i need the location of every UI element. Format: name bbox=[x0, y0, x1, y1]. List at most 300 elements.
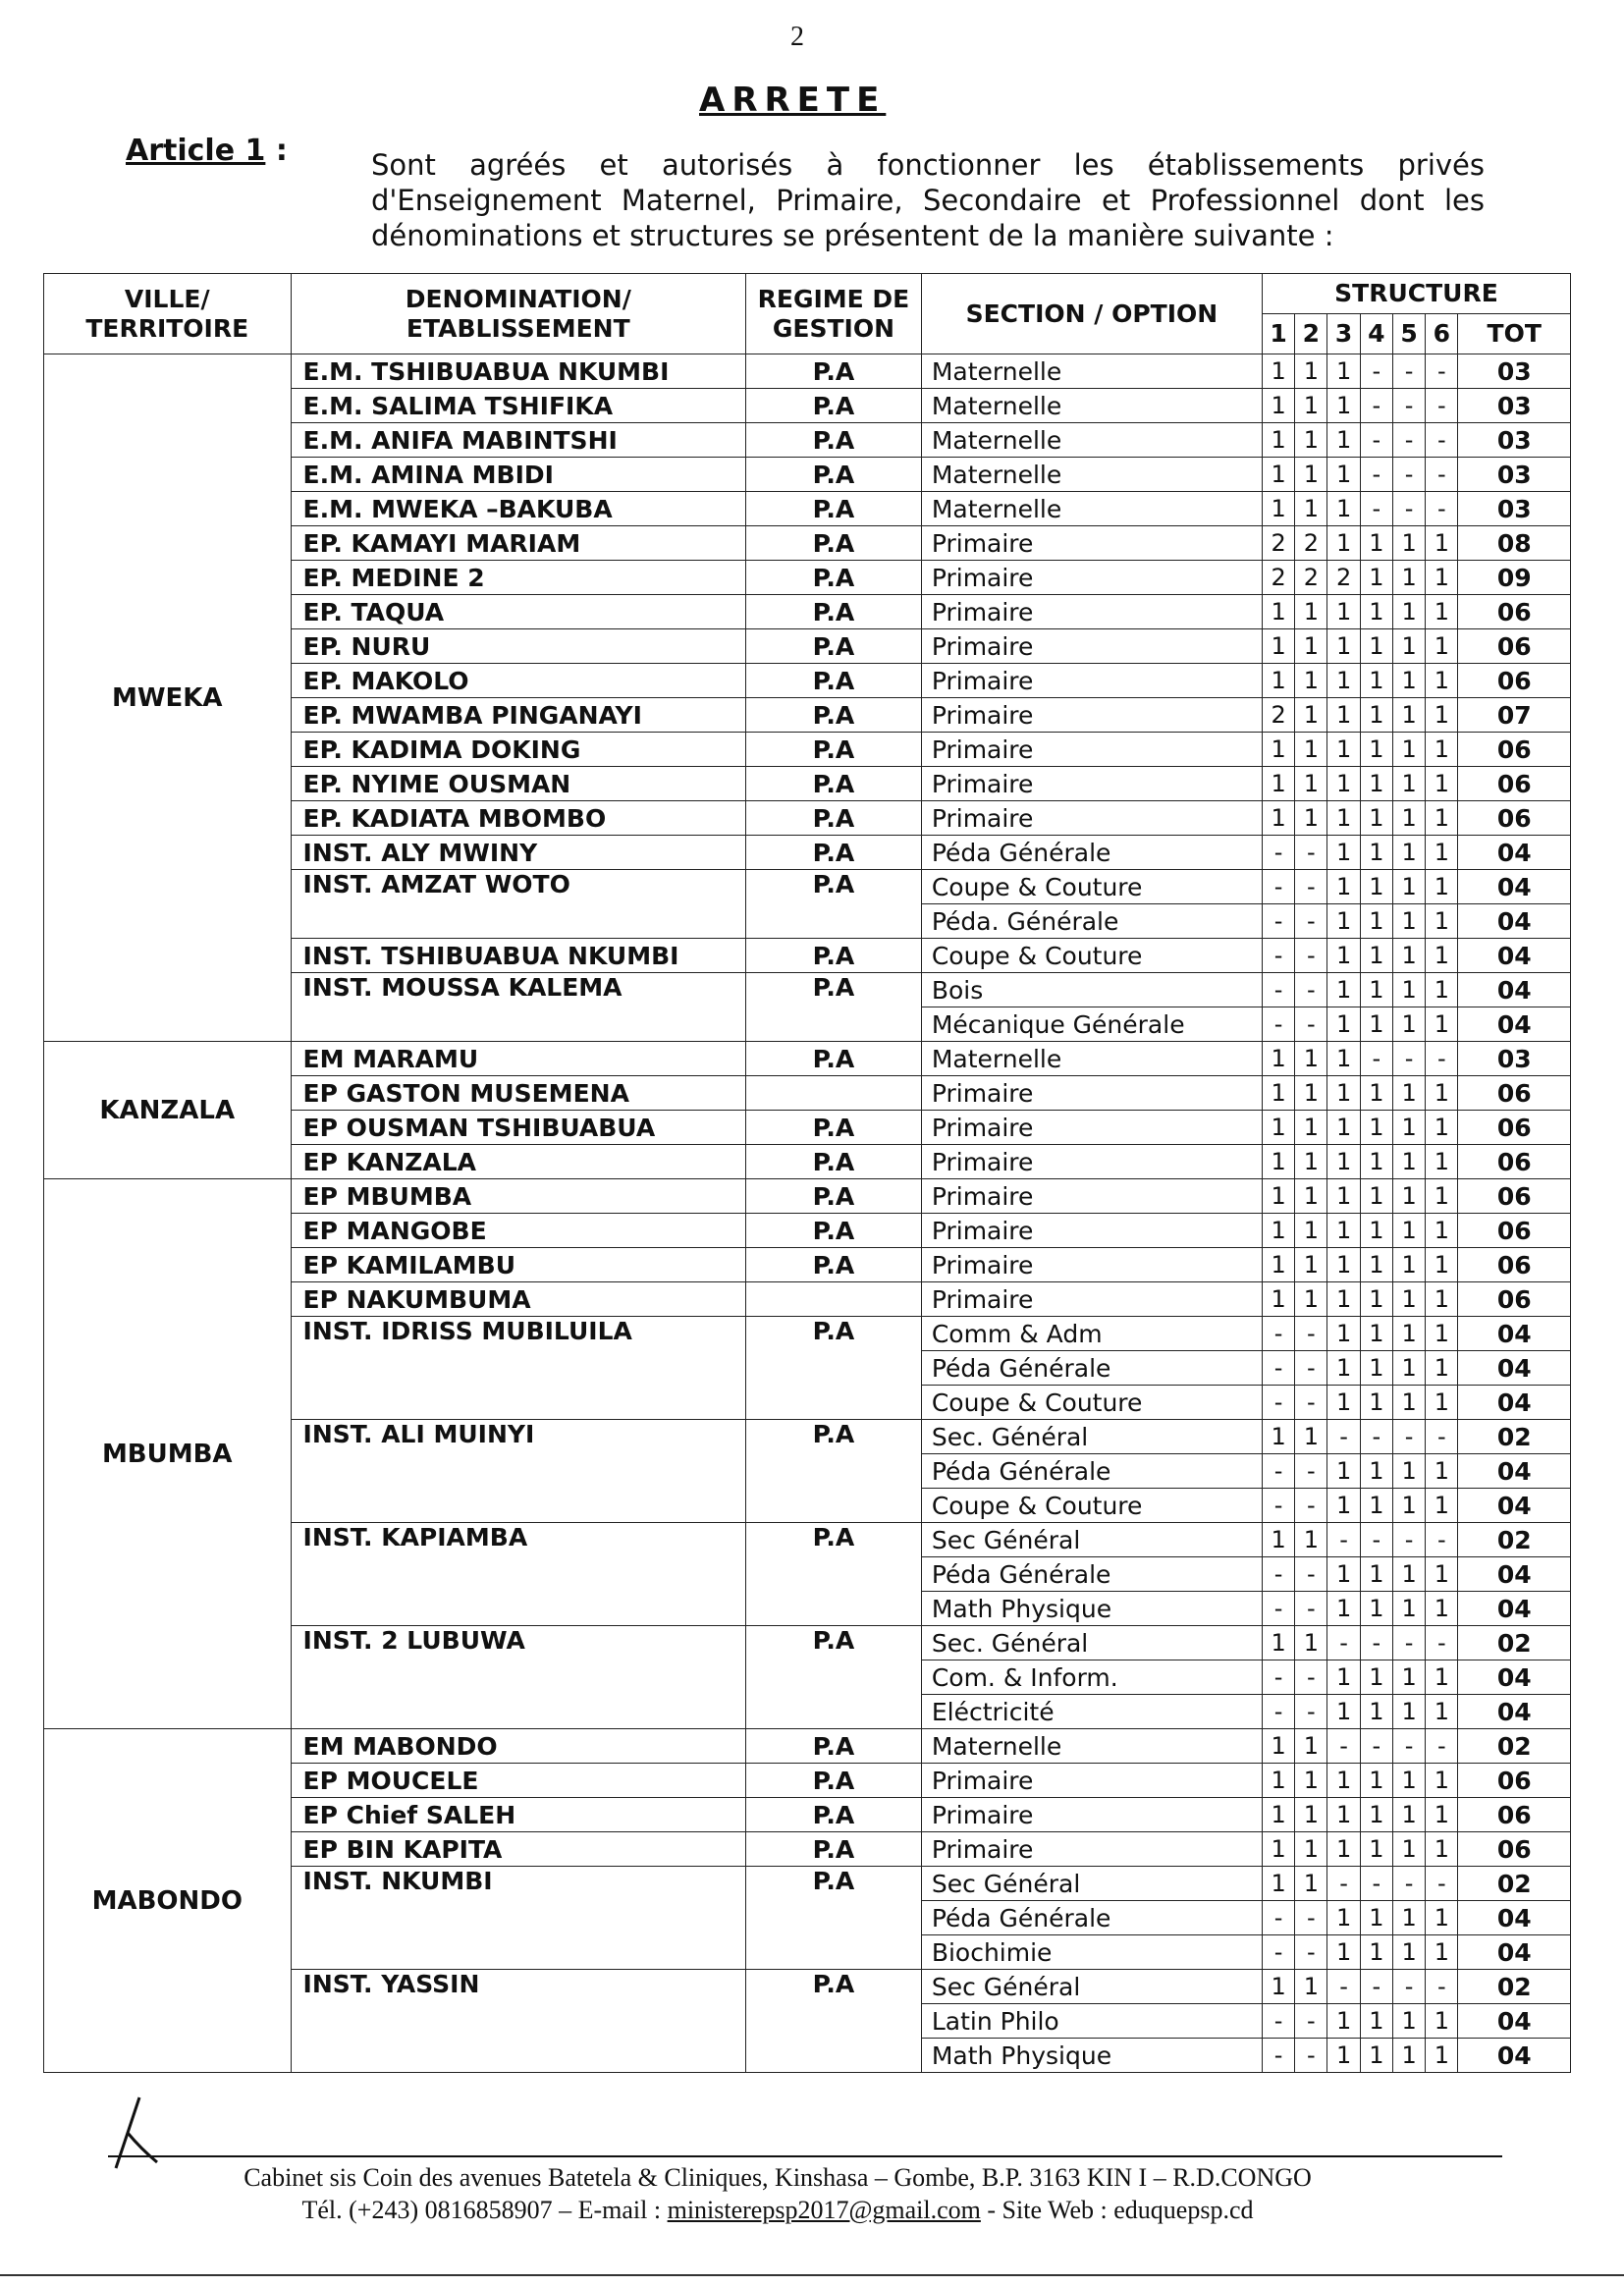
article-label-text: Article 1 bbox=[126, 134, 266, 168]
regime-cell: P.A bbox=[746, 1626, 922, 1729]
structure-cell-6: - bbox=[1426, 492, 1458, 526]
regime-cell: P.A bbox=[746, 733, 922, 767]
structure-cell-4: - bbox=[1360, 492, 1392, 526]
total-cell: 04 bbox=[1458, 1557, 1571, 1592]
structure-cell-2: - bbox=[1295, 870, 1327, 904]
section-cell: Péda Générale bbox=[921, 1901, 1262, 1935]
structure-cell-5: - bbox=[1392, 492, 1425, 526]
structure-cell-1: 1 bbox=[1262, 1798, 1294, 1832]
structure-cell-4: 1 bbox=[1360, 1798, 1392, 1832]
footer-contact bbox=[0, 2196, 1590, 2225]
structure-cell-5: 1 bbox=[1392, 1695, 1425, 1729]
total-cell: 04 bbox=[1458, 1351, 1571, 1386]
structure-cell-5: 1 bbox=[1392, 939, 1425, 973]
structure-cell-1: 1 bbox=[1262, 1076, 1294, 1111]
section-cell: Primaire bbox=[921, 526, 1262, 561]
structure-cell-4: - bbox=[1360, 1523, 1392, 1557]
structure-cell-3: 1 bbox=[1327, 458, 1360, 492]
structure-cell-1: - bbox=[1262, 1317, 1294, 1351]
total-cell: 06 bbox=[1458, 1076, 1571, 1111]
structure-cell-3: 1 bbox=[1327, 1042, 1360, 1076]
structure-cell-6: 1 bbox=[1426, 1592, 1458, 1626]
total-cell: 06 bbox=[1458, 1145, 1571, 1179]
structure-cell-4: 1 bbox=[1360, 1901, 1392, 1935]
structure-cell-4: 1 bbox=[1360, 1489, 1392, 1523]
structure-cell-5: 1 bbox=[1392, 1248, 1425, 1282]
structure-cell-2: - bbox=[1295, 1386, 1327, 1420]
structure-cell-2: 1 bbox=[1295, 1076, 1327, 1111]
total-cell: 04 bbox=[1458, 904, 1571, 939]
establishment-name: E.M. AMINA MBIDI bbox=[291, 458, 746, 492]
structure-cell-3: 1 bbox=[1327, 801, 1360, 836]
structure-cell-4: 1 bbox=[1360, 1592, 1392, 1626]
structure-cell-1: 1 bbox=[1262, 423, 1294, 458]
structure-cell-5: 1 bbox=[1392, 1282, 1425, 1317]
structure-cell-1: - bbox=[1262, 1935, 1294, 1970]
structure-cell-6: 1 bbox=[1426, 595, 1458, 629]
total-cell: 04 bbox=[1458, 1386, 1571, 1420]
structure-cell-5: 1 bbox=[1392, 1489, 1425, 1523]
structure-cell-4: 1 bbox=[1360, 1454, 1392, 1489]
section-cell: Maternelle bbox=[921, 354, 1262, 389]
structure-cell-1: 1 bbox=[1262, 664, 1294, 698]
section-cell: Maternelle bbox=[921, 1042, 1262, 1076]
structure-cell-5: 1 bbox=[1392, 904, 1425, 939]
structure-cell-3: 1 bbox=[1327, 1454, 1360, 1489]
structure-cell-6: - bbox=[1426, 458, 1458, 492]
regime-cell: P.A bbox=[746, 1798, 922, 1832]
structure-cell-4: 1 bbox=[1360, 1076, 1392, 1111]
structure-cell-3: 1 bbox=[1327, 526, 1360, 561]
structure-cell-3: 1 bbox=[1327, 595, 1360, 629]
ville-cell: MWEKA bbox=[44, 354, 292, 1042]
structure-cell-2: 1 bbox=[1295, 1420, 1327, 1454]
structure-cell-2: - bbox=[1295, 1901, 1327, 1935]
total-cell: 06 bbox=[1458, 801, 1571, 836]
regime-cell: P.A bbox=[746, 973, 922, 1042]
structure-cell-5: 1 bbox=[1392, 561, 1425, 595]
section-cell: Com. & Inform. bbox=[921, 1660, 1262, 1695]
structure-cell-6: 1 bbox=[1426, 1179, 1458, 1214]
establishment-name: INST. TSHIBUABUA NKUMBI bbox=[291, 939, 746, 973]
structure-cell-6: 1 bbox=[1426, 1798, 1458, 1832]
structure-cell-3: 1 bbox=[1327, 1282, 1360, 1317]
structure-cell-4: - bbox=[1360, 1626, 1392, 1660]
structure-cell-3: 1 bbox=[1327, 1145, 1360, 1179]
structure-cell-5: 1 bbox=[1392, 733, 1425, 767]
structure-cell-4: 1 bbox=[1360, 973, 1392, 1007]
structure-cell-6: - bbox=[1426, 1420, 1458, 1454]
section-cell: Primaire bbox=[921, 595, 1262, 629]
structure-cell-5: 1 bbox=[1392, 2004, 1425, 2039]
section-cell: Sec Général bbox=[921, 1867, 1262, 1901]
structure-cell-1: 1 bbox=[1262, 1764, 1294, 1798]
structure-cell-1: 1 bbox=[1262, 389, 1294, 423]
section-cell: Primaire bbox=[921, 1832, 1262, 1867]
structure-cell-2: - bbox=[1295, 2004, 1327, 2039]
structure-cell-6: - bbox=[1426, 1729, 1458, 1764]
structure-cell-4: 1 bbox=[1360, 1317, 1392, 1351]
establishment-name: E.M. TSHIBUABUA NKUMBI bbox=[291, 354, 746, 389]
structure-cell-1: 1 bbox=[1262, 1970, 1294, 2004]
structure-cell-3: 1 bbox=[1327, 1935, 1360, 1970]
total-cell: 06 bbox=[1458, 1214, 1571, 1248]
structure-cell-6: 1 bbox=[1426, 1282, 1458, 1317]
structure-cell-6: 1 bbox=[1426, 1489, 1458, 1523]
structure-cell-3: - bbox=[1327, 1523, 1360, 1557]
total-cell: 06 bbox=[1458, 629, 1571, 664]
structure-cell-3: - bbox=[1327, 1420, 1360, 1454]
total-cell: 03 bbox=[1458, 492, 1571, 526]
section-cell: Sec. Général bbox=[921, 1420, 1262, 1454]
regime-cell: P.A bbox=[746, 1111, 922, 1145]
establishments-table bbox=[43, 273, 1571, 2073]
structure-cell-1: - bbox=[1262, 1901, 1294, 1935]
establishment-name: EP BIN KAPITA bbox=[291, 1832, 746, 1867]
regime-cell: P.A bbox=[746, 1832, 922, 1867]
header-denomination: DENOMINATION/ ETABLISSEMENT bbox=[291, 274, 746, 354]
establishment-name: INST. IDRISS MUBILUILA bbox=[291, 1317, 746, 1420]
structure-cell-2: 1 bbox=[1295, 458, 1327, 492]
structure-cell-4: 1 bbox=[1360, 767, 1392, 801]
structure-cell-5: 1 bbox=[1392, 836, 1425, 870]
total-cell: 02 bbox=[1458, 1729, 1571, 1764]
total-cell: 04 bbox=[1458, 870, 1571, 904]
regime-cell: P.A bbox=[746, 698, 922, 733]
header-col-4: 4 bbox=[1360, 314, 1392, 354]
header-ville: VILLE/ TERRITOIRE bbox=[44, 274, 292, 354]
structure-cell-6: 1 bbox=[1426, 698, 1458, 733]
structure-cell-1: - bbox=[1262, 1386, 1294, 1420]
structure-cell-2: - bbox=[1295, 1007, 1327, 1042]
structure-cell-4: 1 bbox=[1360, 1179, 1392, 1214]
structure-cell-2: - bbox=[1295, 904, 1327, 939]
structure-cell-5: 1 bbox=[1392, 595, 1425, 629]
structure-cell-4: 1 bbox=[1360, 904, 1392, 939]
structure-cell-6: - bbox=[1426, 1867, 1458, 1901]
structure-cell-6: - bbox=[1426, 1626, 1458, 1660]
total-cell: 02 bbox=[1458, 1867, 1571, 1901]
structure-cell-2: 1 bbox=[1295, 767, 1327, 801]
total-cell: 06 bbox=[1458, 733, 1571, 767]
regime-cell: P.A bbox=[746, 939, 922, 973]
structure-cell-4: 1 bbox=[1360, 698, 1392, 733]
structure-cell-1: - bbox=[1262, 904, 1294, 939]
establishment-name: EP. MWAMBA PINGANAYI bbox=[291, 698, 746, 733]
section-cell: Primaire bbox=[921, 629, 1262, 664]
structure-cell-5: - bbox=[1392, 1042, 1425, 1076]
structure-cell-3: 1 bbox=[1327, 1007, 1360, 1042]
establishment-name: E.M. ANIFA MABINTSHI bbox=[291, 423, 746, 458]
regime-cell: P.A bbox=[746, 870, 922, 939]
regime-cell: P.A bbox=[746, 629, 922, 664]
establishment-name: EP MBUMBA bbox=[291, 1179, 746, 1214]
structure-cell-4: 1 bbox=[1360, 1557, 1392, 1592]
structure-cell-3: 1 bbox=[1327, 492, 1360, 526]
regime-cell: P.A bbox=[746, 1317, 922, 1420]
regime-cell bbox=[746, 1076, 922, 1111]
total-cell: 09 bbox=[1458, 561, 1571, 595]
structure-cell-5: 1 bbox=[1392, 1111, 1425, 1145]
structure-cell-4: 1 bbox=[1360, 595, 1392, 629]
structure-cell-1: 2 bbox=[1262, 561, 1294, 595]
structure-cell-2: - bbox=[1295, 836, 1327, 870]
footer-phone: Tél. (+243) 0816858907 – E-mail : bbox=[301, 2196, 668, 2224]
structure-cell-6: 1 bbox=[1426, 1214, 1458, 1248]
structure-cell-5: - bbox=[1392, 1729, 1425, 1764]
structure-cell-3: 1 bbox=[1327, 1764, 1360, 1798]
section-cell: Primaire bbox=[921, 767, 1262, 801]
section-cell: Primaire bbox=[921, 1179, 1262, 1214]
regime-cell: P.A bbox=[746, 1214, 922, 1248]
establishment-name: E.M. SALIMA TSHIFIKA bbox=[291, 389, 746, 423]
section-cell: Primaire bbox=[921, 1764, 1262, 1798]
regime-cell: P.A bbox=[746, 354, 922, 389]
structure-cell-5: - bbox=[1392, 423, 1425, 458]
structure-cell-3: 1 bbox=[1327, 1179, 1360, 1214]
structure-cell-6: 1 bbox=[1426, 1076, 1458, 1111]
structure-cell-2: - bbox=[1295, 1660, 1327, 1695]
structure-cell-2: 1 bbox=[1295, 423, 1327, 458]
structure-cell-5: 1 bbox=[1392, 1901, 1425, 1935]
structure-cell-2: - bbox=[1295, 2039, 1327, 2073]
structure-cell-3: 2 bbox=[1327, 561, 1360, 595]
section-cell: Maternelle bbox=[921, 1729, 1262, 1764]
structure-cell-4: 1 bbox=[1360, 836, 1392, 870]
section-cell: Primaire bbox=[921, 1282, 1262, 1317]
structure-cell-5: - bbox=[1392, 389, 1425, 423]
structure-cell-3: 1 bbox=[1327, 1695, 1360, 1729]
structure-cell-5: 1 bbox=[1392, 698, 1425, 733]
total-cell: 02 bbox=[1458, 1626, 1571, 1660]
section-cell: Bois bbox=[921, 973, 1262, 1007]
establishment-name: EP KANZALA bbox=[291, 1145, 746, 1179]
establishment-name: INST. ALI MUINYI bbox=[291, 1420, 746, 1523]
structure-cell-1: - bbox=[1262, 973, 1294, 1007]
structure-cell-1: 1 bbox=[1262, 354, 1294, 389]
regime-cell: P.A bbox=[746, 767, 922, 801]
structure-cell-2: - bbox=[1295, 1592, 1327, 1626]
structure-cell-3: 1 bbox=[1327, 1386, 1360, 1420]
structure-cell-4: 1 bbox=[1360, 1282, 1392, 1317]
structure-cell-5: 1 bbox=[1392, 1454, 1425, 1489]
establishment-name: EP. TAQUA bbox=[291, 595, 746, 629]
regime-cell: P.A bbox=[746, 664, 922, 698]
regime-cell: P.A bbox=[746, 423, 922, 458]
establishment-name: EP. KADIATA MBOMBO bbox=[291, 801, 746, 836]
structure-cell-2: 2 bbox=[1295, 526, 1327, 561]
total-cell: 06 bbox=[1458, 664, 1571, 698]
structure-cell-4: 1 bbox=[1360, 939, 1392, 973]
structure-cell-4: - bbox=[1360, 1729, 1392, 1764]
structure-cell-6: 1 bbox=[1426, 1145, 1458, 1179]
structure-cell-5: - bbox=[1392, 458, 1425, 492]
structure-cell-6: 1 bbox=[1426, 1248, 1458, 1282]
structure-cell-6: 1 bbox=[1426, 2039, 1458, 2073]
regime-cell bbox=[746, 1282, 922, 1317]
structure-cell-6: 1 bbox=[1426, 1317, 1458, 1351]
establishment-name: EP. KAMAYI MARIAM bbox=[291, 526, 746, 561]
section-cell: Péda Générale bbox=[921, 1351, 1262, 1386]
ville-cell: MBUMBA bbox=[44, 1179, 292, 1729]
regime-cell: P.A bbox=[746, 836, 922, 870]
structure-cell-2: - bbox=[1295, 1695, 1327, 1729]
footer-website: - Site Web : eduquepsp.cd bbox=[980, 2196, 1254, 2224]
structure-cell-4: - bbox=[1360, 354, 1392, 389]
structure-cell-2: 1 bbox=[1295, 1214, 1327, 1248]
structure-cell-6: 1 bbox=[1426, 801, 1458, 836]
structure-cell-1: - bbox=[1262, 939, 1294, 973]
structure-cell-2: 1 bbox=[1295, 354, 1327, 389]
structure-cell-6: 1 bbox=[1426, 733, 1458, 767]
total-cell: 06 bbox=[1458, 1282, 1571, 1317]
section-cell: Primaire bbox=[921, 1111, 1262, 1145]
article-label-colon: : bbox=[265, 134, 288, 168]
table-row bbox=[44, 1179, 1571, 1214]
structure-cell-2: 1 bbox=[1295, 1867, 1327, 1901]
section-cell: Péda Générale bbox=[921, 1557, 1262, 1592]
structure-cell-1: 1 bbox=[1262, 1042, 1294, 1076]
structure-cell-4: 1 bbox=[1360, 1145, 1392, 1179]
table-row bbox=[44, 354, 1571, 389]
structure-cell-6: 1 bbox=[1426, 561, 1458, 595]
section-cell: Primaire bbox=[921, 733, 1262, 767]
total-cell: 06 bbox=[1458, 595, 1571, 629]
structure-cell-2: 1 bbox=[1295, 1111, 1327, 1145]
header-section: SECTION / OPTION bbox=[921, 274, 1262, 354]
structure-cell-2: - bbox=[1295, 973, 1327, 1007]
table-row bbox=[44, 1729, 1571, 1764]
regime-cell: P.A bbox=[746, 492, 922, 526]
structure-cell-4: 1 bbox=[1360, 2004, 1392, 2039]
structure-cell-1: - bbox=[1262, 870, 1294, 904]
structure-cell-1: - bbox=[1262, 1592, 1294, 1626]
establishment-name: EM MABONDO bbox=[291, 1729, 746, 1764]
structure-cell-3: - bbox=[1327, 1729, 1360, 1764]
structure-cell-3: 1 bbox=[1327, 1832, 1360, 1867]
structure-cell-5: 1 bbox=[1392, 1557, 1425, 1592]
structure-cell-5: 1 bbox=[1392, 1764, 1425, 1798]
total-cell: 04 bbox=[1458, 939, 1571, 973]
structure-cell-2: - bbox=[1295, 1489, 1327, 1523]
establishment-name: E.M. MWEKA –BAKUBA bbox=[291, 492, 746, 526]
structure-cell-5: 1 bbox=[1392, 1386, 1425, 1420]
header-col-6: 6 bbox=[1426, 314, 1458, 354]
structure-cell-4: 1 bbox=[1360, 1248, 1392, 1282]
structure-cell-5: 1 bbox=[1392, 1214, 1425, 1248]
header-col-tot: TOT bbox=[1458, 314, 1571, 354]
regime-cell: P.A bbox=[746, 458, 922, 492]
establishment-name: INST. NKUMBI bbox=[291, 1867, 746, 1970]
establishment-name: EM MARAMU bbox=[291, 1042, 746, 1076]
structure-cell-3: 1 bbox=[1327, 2039, 1360, 2073]
regime-cell: P.A bbox=[746, 1145, 922, 1179]
structure-cell-1: 1 bbox=[1262, 492, 1294, 526]
structure-cell-5: 1 bbox=[1392, 629, 1425, 664]
regime-cell: P.A bbox=[746, 1523, 922, 1626]
structure-cell-6: 1 bbox=[1426, 870, 1458, 904]
page-number: 2 bbox=[790, 22, 804, 52]
structure-cell-1: 1 bbox=[1262, 1626, 1294, 1660]
structure-cell-2: - bbox=[1295, 939, 1327, 973]
section-cell: Péda Générale bbox=[921, 836, 1262, 870]
structure-cell-2: - bbox=[1295, 1935, 1327, 1970]
structure-cell-4: - bbox=[1360, 1042, 1392, 1076]
structure-cell-4: 1 bbox=[1360, 1007, 1392, 1042]
total-cell: 04 bbox=[1458, 973, 1571, 1007]
structure-cell-1: - bbox=[1262, 836, 1294, 870]
structure-cell-2: 1 bbox=[1295, 389, 1327, 423]
structure-cell-5: - bbox=[1392, 1523, 1425, 1557]
structure-cell-1: - bbox=[1262, 1660, 1294, 1695]
structure-cell-2: 1 bbox=[1295, 1145, 1327, 1179]
structure-cell-1: 1 bbox=[1262, 1729, 1294, 1764]
structure-cell-3: - bbox=[1327, 1626, 1360, 1660]
structure-cell-2: 1 bbox=[1295, 698, 1327, 733]
structure-cell-3: 1 bbox=[1327, 1351, 1360, 1386]
structure-cell-4: 1 bbox=[1360, 1351, 1392, 1386]
establishment-name: EP. KADIMA DOKING bbox=[291, 733, 746, 767]
structure-cell-2: 1 bbox=[1295, 629, 1327, 664]
section-cell: Primaire bbox=[921, 698, 1262, 733]
total-cell: 04 bbox=[1458, 1935, 1571, 1970]
structure-cell-4: 1 bbox=[1360, 870, 1392, 904]
structure-cell-6: 1 bbox=[1426, 836, 1458, 870]
structure-cell-1: 1 bbox=[1262, 1832, 1294, 1867]
total-cell: 04 bbox=[1458, 1317, 1571, 1351]
section-cell: Coupe & Couture bbox=[921, 1489, 1262, 1523]
structure-cell-4: 1 bbox=[1360, 629, 1392, 664]
structure-cell-1: 1 bbox=[1262, 801, 1294, 836]
total-cell: 04 bbox=[1458, 1489, 1571, 1523]
structure-cell-1: 1 bbox=[1262, 1214, 1294, 1248]
footer-email[interactable]: ministerepsp2017@gmail.com bbox=[667, 2196, 981, 2224]
structure-cell-6: 1 bbox=[1426, 526, 1458, 561]
establishment-name: EP GASTON MUSEMENA bbox=[291, 1076, 746, 1111]
structure-cell-4: 1 bbox=[1360, 801, 1392, 836]
structure-cell-5: - bbox=[1392, 1970, 1425, 2004]
structure-cell-5: 1 bbox=[1392, 767, 1425, 801]
article-text: Sont agréés et autorisés à fonctionner les établissements privés d'Enseignement Maternel, Primaire, Secondaire et Professionnel dont les dénominations et structures se présentent de la manière suivante : bbox=[371, 148, 1485, 252]
structure-cell-4: - bbox=[1360, 1867, 1392, 1901]
structure-cell-6: - bbox=[1426, 354, 1458, 389]
total-cell: 03 bbox=[1458, 1042, 1571, 1076]
structure-cell-3: 1 bbox=[1327, 836, 1360, 870]
structure-cell-2: 1 bbox=[1295, 801, 1327, 836]
header-structure: STRUCTURE bbox=[1262, 274, 1570, 314]
structure-cell-5: 1 bbox=[1392, 1798, 1425, 1832]
structure-cell-5: 1 bbox=[1392, 973, 1425, 1007]
structure-cell-3: 1 bbox=[1327, 1557, 1360, 1592]
structure-cell-6: - bbox=[1426, 1042, 1458, 1076]
structure-cell-5: 1 bbox=[1392, 1592, 1425, 1626]
establishment-name: INST. 2 LUBUWA bbox=[291, 1626, 746, 1729]
total-cell: 03 bbox=[1458, 389, 1571, 423]
structure-cell-6: 1 bbox=[1426, 1901, 1458, 1935]
total-cell: 04 bbox=[1458, 1660, 1571, 1695]
structure-cell-3: 1 bbox=[1327, 423, 1360, 458]
structure-cell-4: 1 bbox=[1360, 2039, 1392, 2073]
structure-cell-1: 1 bbox=[1262, 733, 1294, 767]
bottom-rule bbox=[0, 2274, 1624, 2276]
structure-cell-2: 1 bbox=[1295, 1248, 1327, 1282]
structure-cell-2: 1 bbox=[1295, 1798, 1327, 1832]
establishment-name: EP KAMILAMBU bbox=[291, 1248, 746, 1282]
total-cell: 04 bbox=[1458, 1007, 1571, 1042]
section-cell: Coupe & Couture bbox=[921, 870, 1262, 904]
structure-cell-4: - bbox=[1360, 1420, 1392, 1454]
section-cell: Comm & Adm bbox=[921, 1317, 1262, 1351]
